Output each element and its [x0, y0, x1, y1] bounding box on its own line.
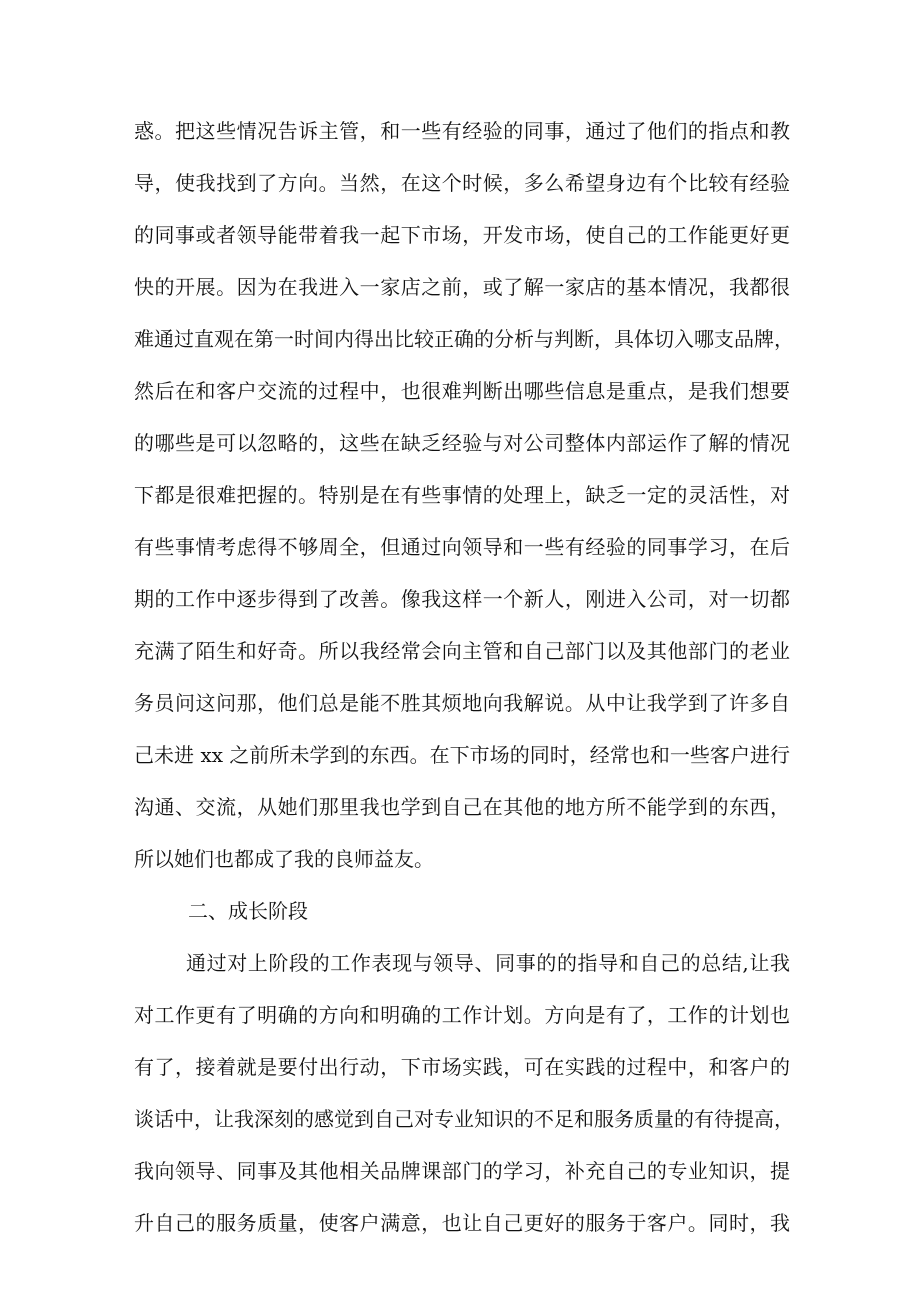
text-line: 的哪些是可以忽略的，这些在缺乏经验与对公司整体内部运作了解的情况 [134, 431, 790, 455]
text-line: 所以她们也都成了我的良师益友。 [134, 847, 434, 871]
text-line: 充满了陌生和好奇。所以我经常会向主管和自己部门以及其他部门的老业 [134, 639, 790, 663]
text-line: 的同事或者领导能带着我一起下市场，开发市场，使自己的工作能更好更 [134, 223, 790, 247]
text-line: 有了，接着就是要付出行动，下市场实践，可在实践的过程中，和客户的 [134, 1055, 790, 1079]
text-line: 下都是很难把握的。特别是在有些事情的处理上，缺乏一定的灵活性，对 [134, 483, 790, 507]
text-line: 我向领导、同事及其他相关品牌课部门的学习，补充自己的专业知识，提 [134, 1159, 790, 1183]
text-line: 己未进 xx 之前所未学到的东西。在下市场的同时，经常也和一些客户进行 [134, 743, 790, 767]
text-line: 快的开展。因为在我进入一家店之前，或了解一家店的基本情况，我都很 [134, 275, 790, 299]
text-line: 务员问这问那，他们总是能不胜其烦地向我解说。从中让我学到了许多自 [134, 691, 790, 715]
text-line: 惑。把这些情况告诉主管，和一些有经验的同事，通过了他们的指点和教 [134, 119, 790, 143]
text-line: 谈话中，让我深刻的感觉到自己对专业知识的不足和服务质量的有待提高， [134, 1107, 794, 1131]
section-heading: 二、成长阶段 [188, 899, 308, 923]
text-line: 沟通、交流，从她们那里我也学到自己在其他的地方所不能学到的东西， [134, 795, 790, 819]
text-line: 期的工作中逐步得到了改善。像我这样一个新人，刚进入公司，对一切都 [134, 587, 790, 611]
text-line: 然后在和客户交流的过程中，也很难判断出哪些信息是重点，是我们想要 [134, 379, 790, 403]
text-line: 对工作更有了明确的方向和明确的工作计划。方向是有了，工作的计划也 [134, 1003, 790, 1027]
text-line: 有些事情考虑得不够周全，但通过向领导和一些有经验的同事学习，在后 [134, 535, 790, 559]
text-line: 导，使我找到了方向。当然，在这个时候，多么希望身边有个比较有经验 [134, 171, 790, 195]
text-line: 升自己的服务质量，使客户满意，也让自己更好的服务于客户。同时，我 [134, 1211, 790, 1235]
text-line: 难通过直观在第一时间内得出比较正确的分析与判断，具体切入哪支品牌， [134, 327, 794, 351]
text-line: 通过对上阶段的工作表现与领导、同事的的指导和自己的总结,让我 [186, 951, 790, 975]
